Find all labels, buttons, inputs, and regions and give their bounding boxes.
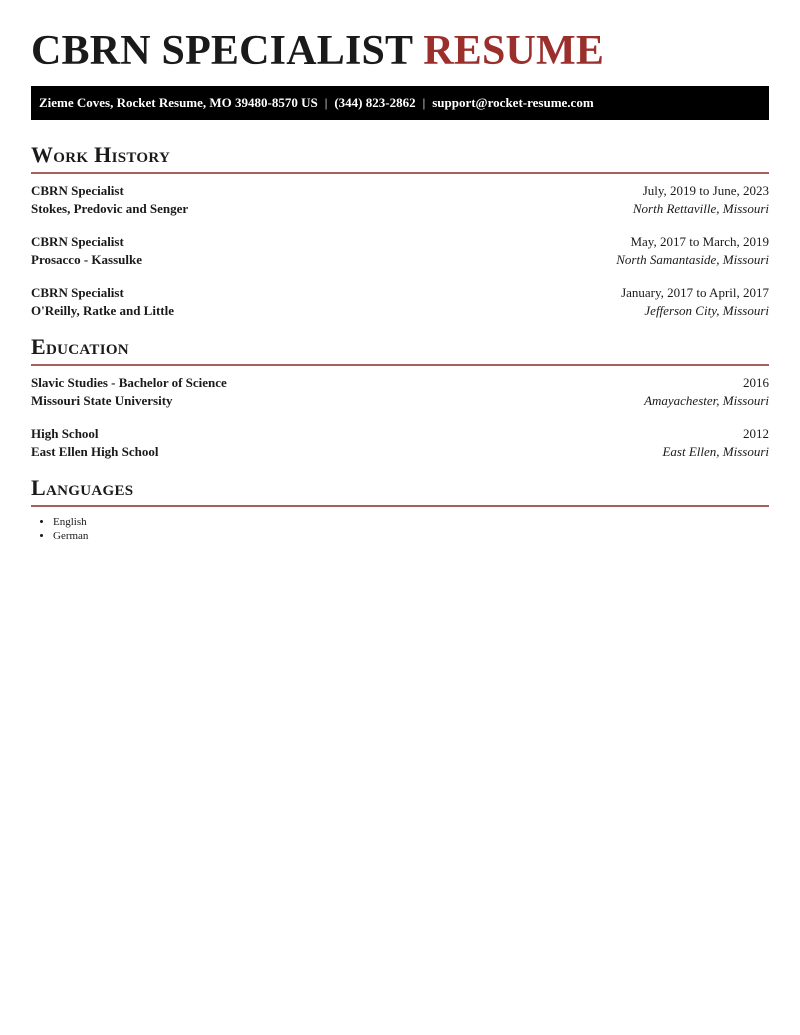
work-history-section — [31, 142, 769, 320]
degree: Slavic Studies - Bachelor of Science — [31, 375, 227, 390]
company-name: O'Reilly, Ratke and Little — [31, 303, 174, 318]
job-title: CBRN Specialist — [31, 285, 124, 300]
education-section — [31, 334, 769, 461]
job-dates: July, 2019 to June, 2023 — [642, 183, 769, 198]
resume-page — [31, 0, 769, 543]
work-entry — [31, 284, 769, 320]
languages-heading: Languages — [31, 475, 769, 507]
job-location: North Rettaville, Missouri — [632, 201, 769, 216]
school-name: Missouri State University — [31, 393, 173, 408]
job-title: CBRN Specialist — [31, 183, 124, 198]
graduation-year: 2012 — [743, 426, 769, 441]
education-list — [31, 366, 769, 461]
work-entry — [31, 182, 769, 218]
title-main: CBRN SPECIALIST — [31, 28, 413, 74]
graduation-year: 2016 — [743, 375, 769, 390]
language-item: • English — [53, 515, 769, 529]
job-dates: January, 2017 to April, 2017 — [621, 285, 769, 300]
job-location: Jefferson City, Missouri — [644, 303, 769, 318]
company-name: Stokes, Predovic and Senger — [31, 201, 189, 216]
school-location: East Ellen, Missouri — [662, 444, 769, 459]
job-dates: May, 2017 to March, 2019 — [630, 234, 769, 249]
work-entry — [31, 233, 769, 269]
contact-separator: | — [422, 95, 426, 110]
school-location: Amayachester, Missouri — [644, 393, 769, 408]
school-name: East Ellen High School — [31, 444, 159, 459]
degree: High School — [31, 426, 99, 441]
contact-bar — [31, 86, 769, 120]
languages-list — [31, 507, 769, 543]
job-location: North Samantaside, Missouri — [616, 252, 769, 267]
languages-section — [31, 475, 769, 543]
contact-address: Zieme Coves, Rocket Resume, MO 39480-8570 US — [39, 95, 318, 110]
language-item: • German — [53, 529, 769, 543]
work-history-heading: Work History — [31, 142, 769, 174]
job-title: CBRN Specialist — [31, 234, 124, 249]
education-entry — [31, 425, 769, 461]
resume-title — [31, 0, 769, 74]
education-entry — [31, 374, 769, 410]
company-name: Prosacco - Kassulke — [31, 252, 142, 267]
contact-separator: | — [324, 95, 328, 110]
contact-email: support@rocket-resume.com — [432, 95, 594, 110]
title-accent: RESUME — [423, 28, 605, 74]
contact-phone: (344) 823-2862 — [334, 95, 416, 110]
education-heading: Education — [31, 334, 769, 366]
work-history-list — [31, 174, 769, 320]
